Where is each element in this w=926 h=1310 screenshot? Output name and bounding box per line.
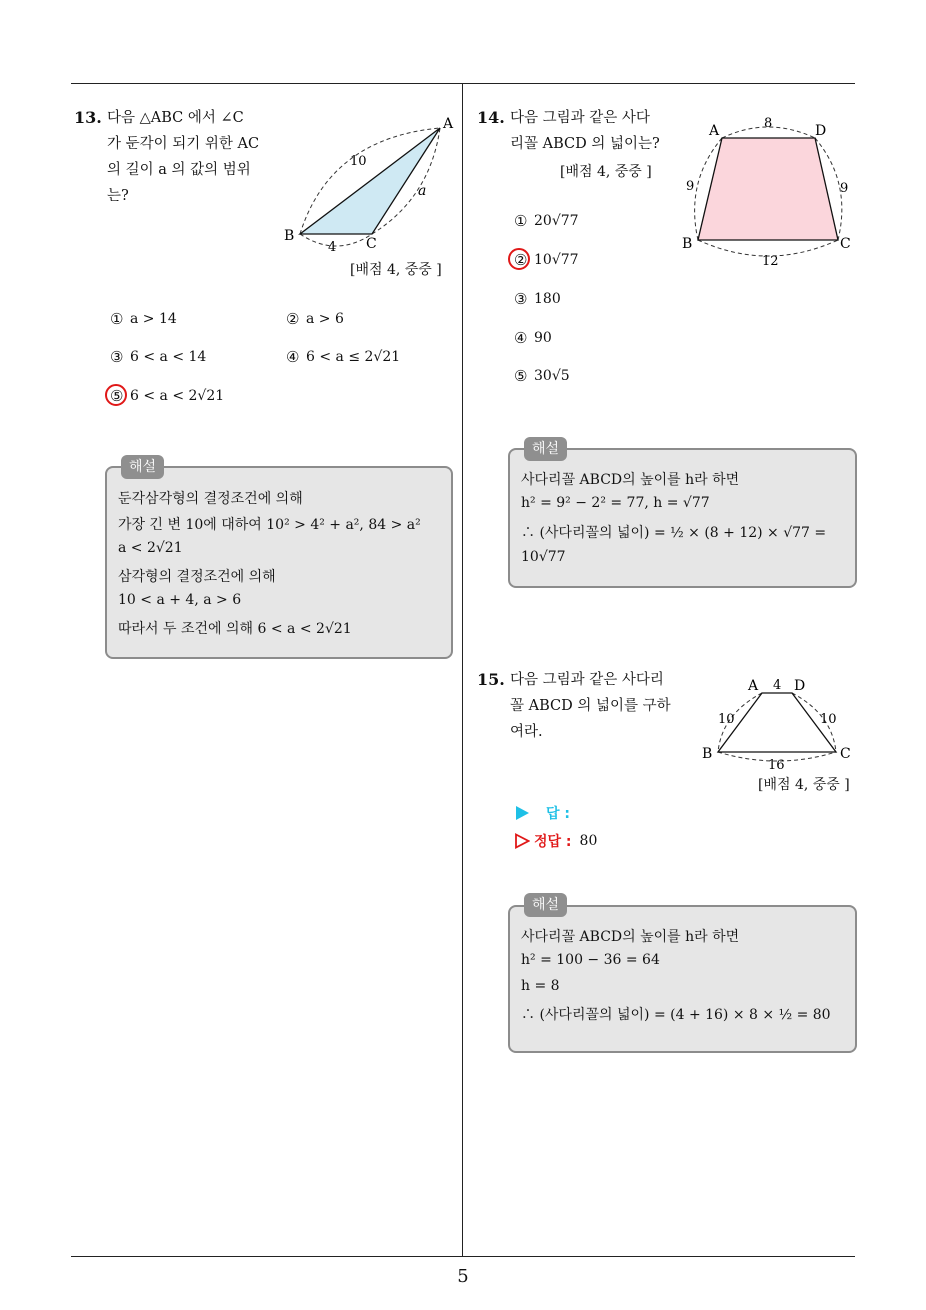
- question-line: 리꼴 ABCD 의 넓이는?: [510, 136, 660, 152]
- question-line: 의 길이 a 의 값의 범위: [107, 162, 251, 178]
- top-rule: [71, 83, 855, 84]
- outline-arrow-icon: [514, 833, 530, 849]
- triangle-abc: [300, 128, 440, 234]
- choice-4[interactable]: ④ 6 < a ≤ 2√21: [286, 348, 401, 366]
- vertex-b-label: B: [682, 236, 693, 252]
- side-bottom-label: 12: [762, 254, 779, 269]
- side-left-label: 10: [718, 712, 735, 727]
- question-line: 가 둔각이 되기 위한 AC: [107, 136, 260, 152]
- solution-line: ∴ (사다리꼴의 넓이) = (4 + 16) × 8 × ½ = 80: [521, 1007, 831, 1023]
- choice-2[interactable]: ② a > 6: [286, 310, 344, 328]
- solution-line: 10 < a + 4, a > 6: [118, 592, 242, 608]
- score-label: [배점 4, 중중 ]: [560, 164, 652, 180]
- selected-answer-mark: [508, 248, 530, 270]
- question-line: 여라.: [510, 724, 543, 740]
- solution-line: 따라서 두 조건에 의해 6 < a < 2√21: [118, 621, 352, 637]
- choice-5[interactable]: ⑤ 6 < a < 2√21: [110, 387, 225, 405]
- question-line: 다음 그림과 같은 사다리: [510, 672, 664, 688]
- solution-tab: 해설: [121, 455, 164, 479]
- score-label: [배점 4, 중중 ]: [350, 262, 442, 278]
- vertex-b-label: B: [284, 228, 295, 244]
- solution-line: 가장 긴 변 10에 대하여 10² > 4² + a², 84 > a²: [118, 517, 421, 533]
- vertex-c-label: C: [366, 236, 377, 252]
- column-divider: [462, 83, 463, 1257]
- choice-2[interactable]: ② 10√77: [514, 251, 579, 269]
- solution-line: 10√77: [521, 549, 566, 565]
- vertex-c-label: C: [840, 236, 851, 252]
- trapezoid-figure: [680, 112, 860, 270]
- side-right-label: 9: [840, 181, 849, 196]
- side-top-label: 8: [764, 116, 773, 131]
- question-line: 는?: [107, 188, 129, 204]
- side-left-label: 9: [686, 179, 695, 194]
- vertex-b-label: B: [702, 746, 713, 762]
- solution-line: h = 8: [521, 978, 560, 994]
- triangle-figure: [280, 108, 460, 253]
- solution-line: h² = 9² − 2² = 77, h = √77: [521, 495, 710, 511]
- side-right-label: 10: [820, 712, 837, 727]
- question-line: 다음 △ABC 에서 ∠C: [107, 110, 244, 126]
- choice-1[interactable]: ① 20√77: [514, 212, 579, 230]
- bottom-rule: [71, 1256, 855, 1257]
- vertex-c-label: C: [840, 746, 851, 762]
- solution-line: 사다리꼴 ABCD의 높이를 h라 하면: [521, 472, 740, 488]
- solution-tab: 해설: [524, 437, 567, 461]
- question-number: 14.: [477, 108, 505, 127]
- side-bottom-label: 16: [768, 758, 785, 772]
- choice-4[interactable]: ④ 90: [514, 329, 552, 347]
- score-label: [배점 4, 중중 ]: [758, 777, 850, 793]
- side-ab-label: 10: [350, 154, 367, 169]
- solution-line: h² = 100 − 36 = 64: [521, 952, 660, 968]
- choice-3[interactable]: ③ 6 < a < 14: [110, 348, 207, 366]
- solution-line: 사다리꼴 ABCD의 높이를 h라 하면: [521, 929, 740, 945]
- trapezoid-abcd: [718, 693, 836, 752]
- question-text: [510, 667, 671, 745]
- solution-line: 둔각삼각형의 결정조건에 의해: [118, 491, 303, 507]
- solution-line: a < 2√21: [118, 540, 183, 556]
- solution-line: 삼각형의 결정조건에 의해: [118, 569, 276, 585]
- play-arrow-icon: [514, 805, 530, 821]
- correct-answer-label: 정답 :: [534, 834, 572, 850]
- choice-1[interactable]: ① a > 14: [110, 310, 177, 328]
- correct-answer-row: [514, 831, 597, 851]
- question-text: [510, 105, 660, 157]
- trapezoid-figure: [700, 674, 860, 772]
- correct-answer-value: 80: [579, 833, 598, 849]
- side-bc-label: 4: [328, 240, 337, 253]
- question-number: 13.: [74, 108, 102, 127]
- side-ac-label: a: [418, 183, 427, 199]
- choice-5[interactable]: ⑤ 30√5: [514, 367, 570, 385]
- vertex-a-label: A: [443, 116, 454, 132]
- side-top-label: 4: [773, 678, 782, 693]
- vertex-a-label: A: [748, 678, 759, 694]
- trapezoid-abcd: [698, 138, 838, 240]
- vertex-d-label: D: [815, 123, 827, 139]
- selected-answer-mark: [105, 384, 127, 406]
- vertex-a-label: A: [709, 123, 720, 139]
- answer-row[interactable]: [514, 803, 570, 823]
- vertex-d-label: D: [794, 678, 806, 694]
- answer-label: 답 :: [546, 806, 570, 822]
- question-number: 15.: [477, 670, 505, 689]
- solution-tab: 해설: [524, 893, 567, 917]
- question-text: [107, 105, 259, 209]
- choice-3[interactable]: ③ 180: [514, 290, 561, 308]
- question-line: 다음 그림과 같은 사다: [510, 110, 650, 126]
- solution-line: ∴ (사다리꼴의 넓이) = ½ × (8 + 12) × √77 =: [521, 525, 827, 541]
- page-number: 5: [457, 1266, 469, 1287]
- question-line: 꼴 ABCD 의 넓이를 구하: [510, 698, 671, 714]
